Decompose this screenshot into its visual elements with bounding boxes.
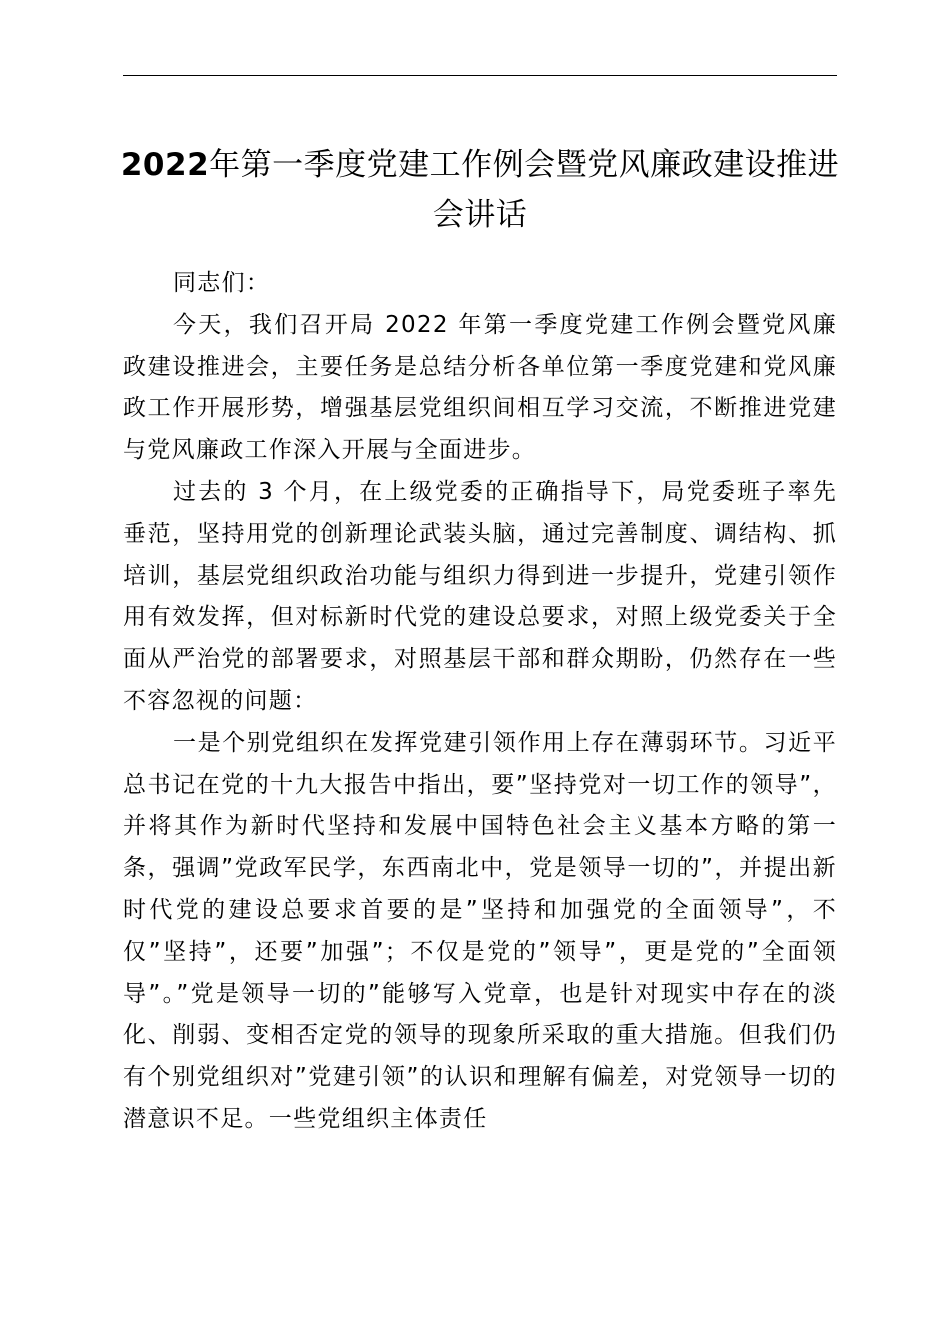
paragraph-3: 一是个别党组织在发挥党建引领作用上存在薄弱环节。习近平总书记在党的十九大报告中指出，要”坚持党对一切工作的领导”，并将其作为新时代坚持和发展中国特色社会主义基本方略的第一条，强调”党政军民学，东西南北中，党是领导一切的”，并提出新时代党的建设总要求首要的是”坚持和加强党的全面领导”，不仅”坚持”，还要”加强”；不仅是党的”领导”，更是党的”全面领导”。”党是领导一切的”能够写入党章，也是针对现实中存在的淡化、削弱、变相否定党的领导的现象所采取的重大措施。但我们仍有个别党组织对”党建引领”的认识和理解有偏差，对党领导一切的潜意识不足。一些党组织主体责任	[123, 729, 837, 1132]
paragraph-1: 今天，我们召开局 2022 年第一季度党建工作例会暨党风廉政建设推进会，主要任务是总结分析各单位第一季度党建和党风廉政工作开展形势，增强基层党组织间相互学习交流，不断推进党建与党风廉政工作深入开展与全面进步。	[123, 311, 837, 464]
document-title	[118, 140, 842, 240]
document-body	[123, 263, 837, 1141]
header-rule	[123, 75, 837, 76]
title-text: 年第一季度党建工作例会暨党风廉政建设推进会讲话	[209, 147, 840, 233]
title-year: 2022	[120, 147, 210, 183]
salutation: 同志们：	[173, 270, 271, 296]
paragraph-2: 过去的 3 个月，在上级党委的正确指导下，局党委班子率先垂范，坚持用党的创新理论武装头脑，通过完善制度、调结构、抓培训，基层党组织政治功能与组织力得到进一步提升，党建引领作用有效发挥，但对标新时代党的建设总要求，对照上级党委关于全面从严治党的部署要求，对照基层干部和群众期盼，仍然存在一些不容忽视的问题：	[123, 478, 837, 714]
